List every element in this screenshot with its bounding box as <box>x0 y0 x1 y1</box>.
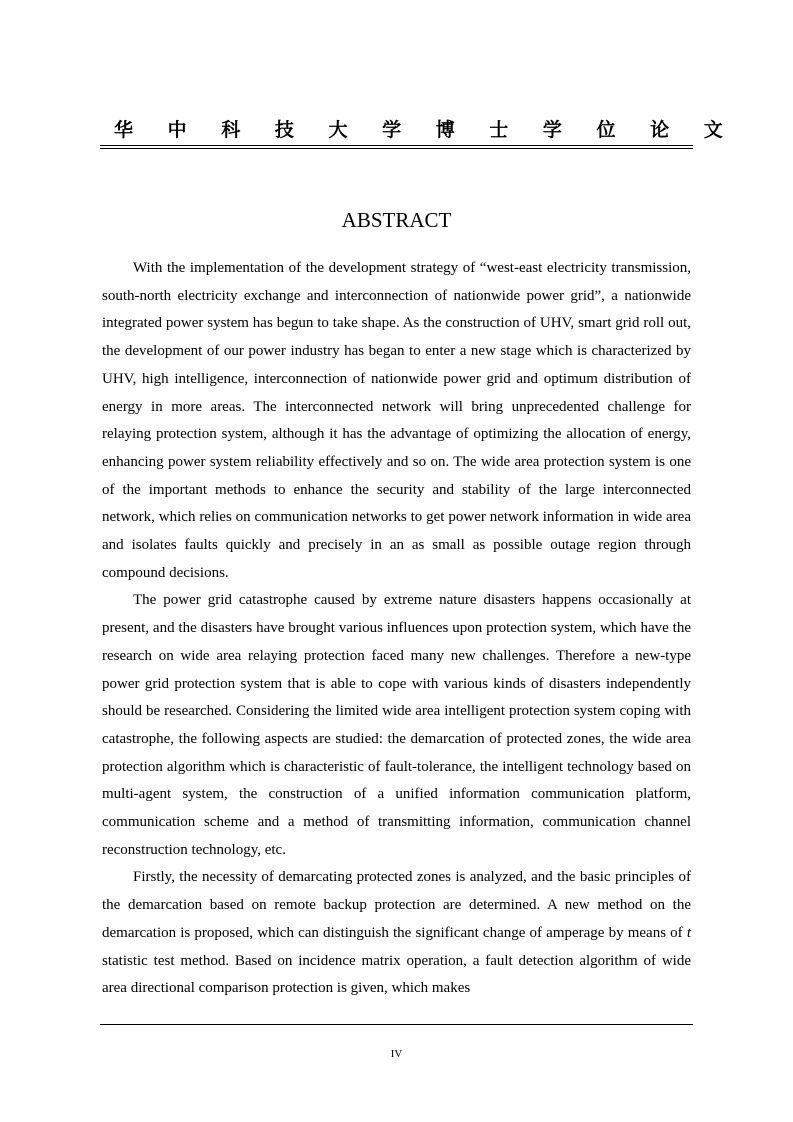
abstract-paragraph-3: Firstly, the necessity of demarcating protected zones is analyzed, and the basic principles of the demarcation based on remote backup protection are determined. A new method on the demarcation is proposed, which can distinguish the significant change of amperage by means of t statistic test method. Based on incidence matrix operation, a fault detection algorithm of wide area directional comparison protection is given, which makes <box>102 869 691 997</box>
page-number: IV <box>390 1048 403 1060</box>
abstract-paragraph-2: The power grid catastrophe caused by extreme nature disasters happens occasionally at present, and the disasters have brought various influences upon protection system, which have the research on wide area relaying protection faced many new challenges. Therefore a new-type power grid protection system that is able to cope with various kinds of disasters independently should be researched. Considering the limited wide area intelligent protection system coping with catastrophe, the following aspects are studied: the demarcation of protected zones, the wide area protection algorithm which is characteristic of fault-tolerance, the intelligent technology based on multi-agent system, the construction of a unified information communication platform, communication scheme and a method of transmitting information, communication channel reconstruction technology, etc. <box>102 592 691 858</box>
t-statistic-symbol: t <box>686 924 691 941</box>
footer-rule <box>100 1024 693 1025</box>
running-header-title: 华 中 科 技 大 学 博 士 学 位 论 文 <box>114 119 737 141</box>
abstract-heading: ABSTRACT <box>341 208 452 232</box>
abstract-paragraph-1: With the implementation of the development strategy of “west-east electricity transmission, south-north electricity exchange and interconnection of nationwide power grid”, a nationwide integrated power system has begun to take shape. As the construction of UHV, smart grid roll out, the development of our power industry has began to enter a new stage which is characterized by UHV, high intelligence, interconnection of nationwide power grid and optimum distribution of energy in more areas. The interconnected network will bring unprecedented challenge for relaying protection system, although it has the advantage of optimizing the allocation of energy, enhancing power system reliability effectively and so on. The wide area protection system is one of the important methods to enhance the security and stability of the large interconnected network, which relies on communication networks to get power network information in wide area and isolates faults quickly and precisely in an as small as possible outage region through compound decisions. <box>102 260 691 581</box>
header-double-rule <box>100 145 693 149</box>
abstract-body <box>102 255 691 1003</box>
